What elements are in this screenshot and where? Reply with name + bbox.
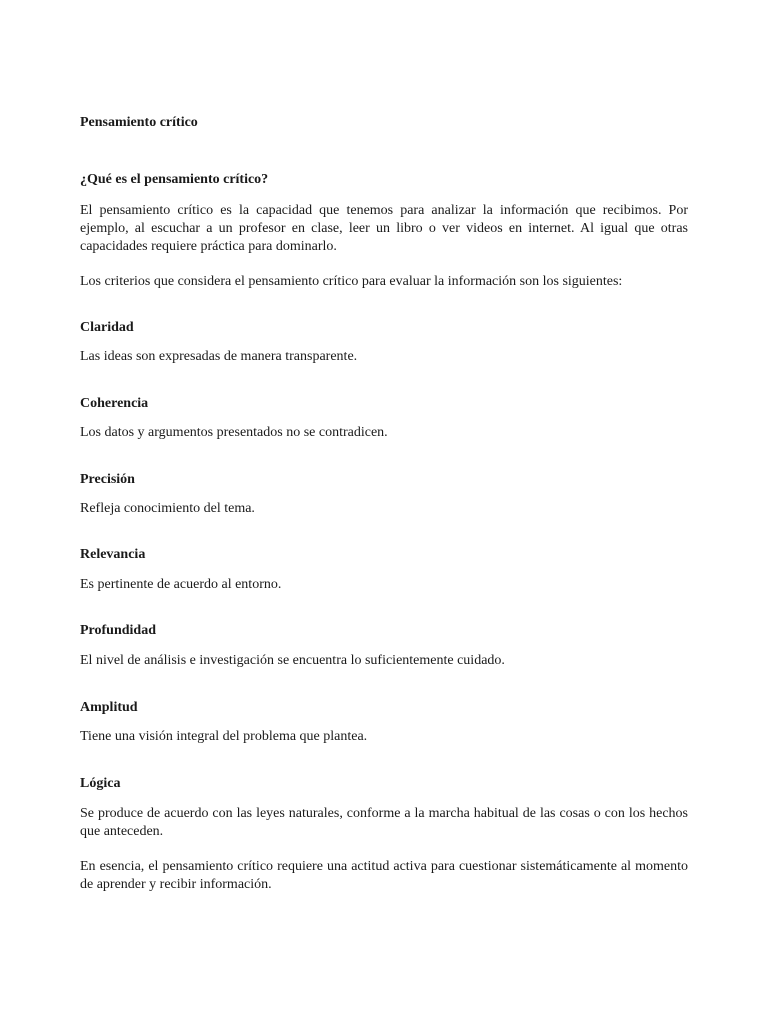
criteria-intro: Los criterios que considera el pensamiento crítico para evaluar la información son los siguientes: — [80, 274, 623, 289]
criterion-heading-precision: Precisión — [80, 472, 135, 487]
intro-paragraph: El pensamiento crítico es la capacidad que tenemos para analizar la información que recibimos. Por ejemplo, al escuchar a un profesor en clase, leer un libro o ver videos en internet. Al igual que otras capacidades requiere práctica para dominarlo. — [80, 203, 688, 254]
criterion-heading-profundidad: Profundidad — [80, 623, 156, 638]
criterion-text-profundidad: El nivel de análisis e investigación se encuentra lo suficientemente cuidado. — [80, 653, 505, 668]
criterion-heading-relevancia: Relevancia — [80, 547, 146, 562]
criterion-text-relevancia: Es pertinente de acuerdo al entorno. — [80, 577, 282, 592]
section-heading-question: ¿Qué es el pensamiento crítico? — [80, 172, 269, 187]
criterion-text-logica: Se produce de acuerdo con las leyes naturales, conforme a la marcha habitual de las cosas o con los hechos que anteceden. — [80, 806, 688, 839]
conclusion-paragraph: En esencia, el pensamiento crítico requiere una actitud activa para cuestionar sistemáticamente al momento de aprender y recibir información. — [80, 859, 688, 892]
criterion-heading-coherencia: Coherencia — [80, 396, 149, 411]
criterion-text-coherencia: Los datos y argumentos presentados no se contradicen. — [80, 425, 388, 440]
criterion-heading-claridad: Claridad — [80, 320, 134, 335]
criterion-text-precision: Refleja conocimiento del tema. — [80, 501, 255, 516]
criterion-text-amplitud: Tiene una visión integral del problema que plantea. — [80, 729, 368, 744]
document-title: Pensamiento crítico — [80, 115, 198, 130]
criterion-text-claridad: Las ideas son expresadas de manera transparente. — [80, 349, 358, 364]
criterion-heading-amplitud: Amplitud — [80, 700, 138, 715]
criterion-heading-logica: Lógica — [80, 776, 121, 791]
